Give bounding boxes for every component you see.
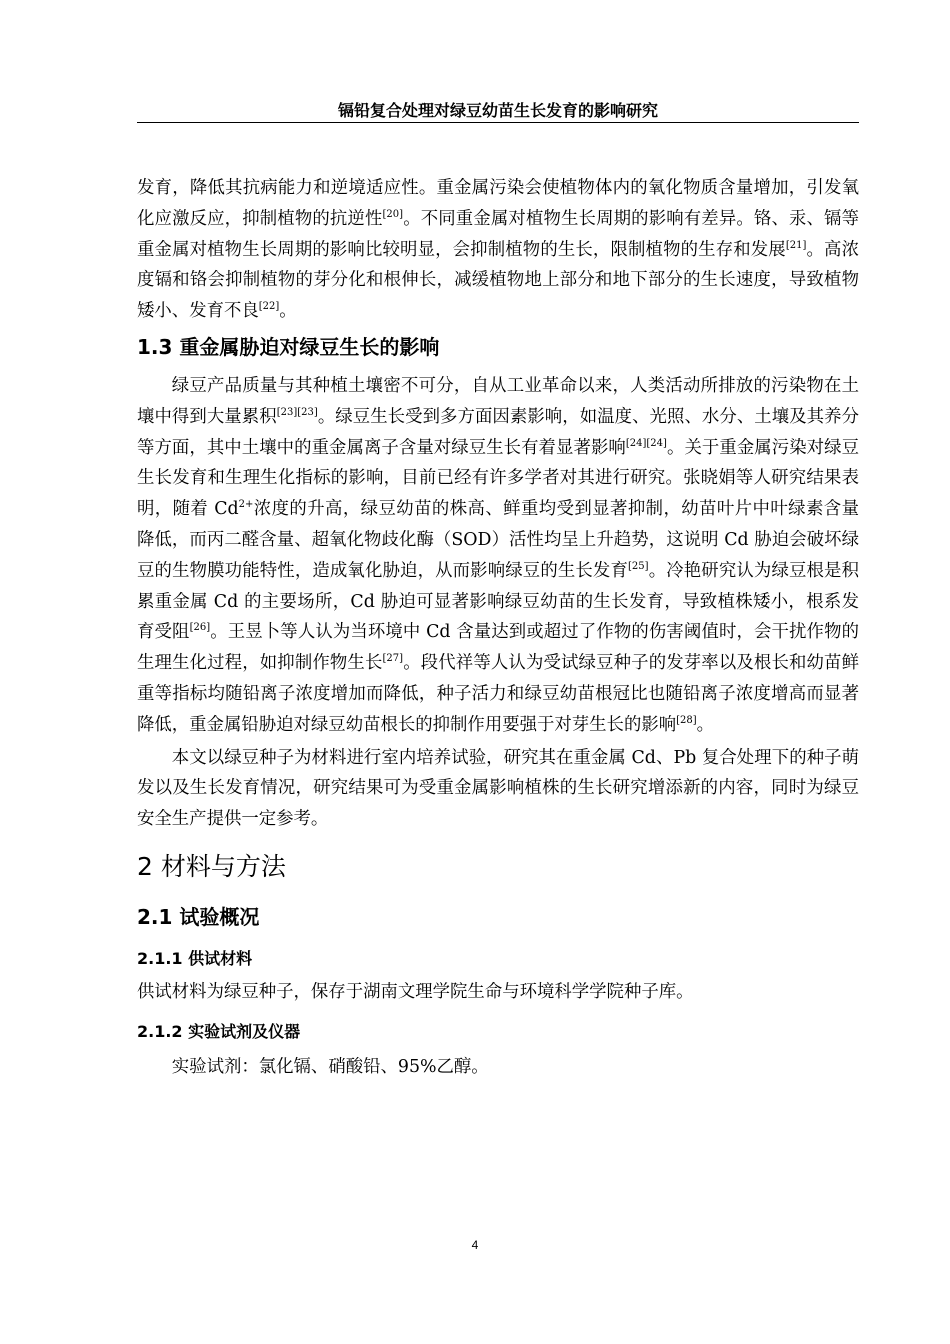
citation: [23][23]	[276, 406, 318, 418]
text-run: 。	[279, 301, 297, 322]
citation: [25]	[628, 560, 649, 572]
citation: [27]	[382, 653, 404, 665]
section-heading-1-3: 1.3 重金属胁迫对绿豆生长的影响	[137, 334, 440, 359]
text-run: 。关于重金属污染对绿豆生长发育和生理生化指标的影响，目前已经有许多学者对其进行研究。张晓娟等人研究结果表明，随着 Cd	[137, 437, 859, 520]
text-run: 发育，降低其抗病能力和逆境适应性。重金属污染会使植物体内的氧化物质含量增加，引发氧化应激反应，抑制植物的抗逆性	[137, 178, 859, 229]
running-header: 镉铅复合处理对绿豆幼苗生长发育的影响研究	[337, 101, 658, 120]
paragraph-study-aim: 本文以绿豆种子为材料进行室内培养试验，研究其在重金属 Cd、Pb 复合处理下的种子萌发以及生长发育情况，研究结果可为受重金属影响植株的生长研究增添新的内容，同时为绿豆安全生产提供一定参考。	[137, 747, 859, 830]
text-run: 。绿豆生长受到多方面因素影响，如温度、光照、水分、土壤及其养分等方面，其中土壤中的重金属离子含量对绿豆生长有着显著影响	[137, 406, 859, 458]
text-run: 。高浓度镉和铬会抑制植物的芽分化和根伸长，减缓植物地上部分和地下部分的生长速度，导致植物矮小、发育不良	[137, 239, 859, 322]
text-run: 。冷艳研究认为绿豆根是积累重金属 Cd 的主要场所，Cd 胁迫可显著影响绿豆幼苗的生长发育，导致植株矮小，根系发育受阻	[137, 560, 859, 643]
section-heading-2-1: 2.1 试验概况	[137, 904, 260, 929]
section-heading-2-1-1: 2.1.1 供试材料	[137, 948, 253, 968]
page-number: 4	[471, 1238, 479, 1252]
text-run: 。段代祥等人认为受试绿豆种子的发芽率以及根长和幼苗鲜重等指标均随铅离子浓度增加而降低，种子活力和绿豆幼苗根冠比也随铅离子浓度增高而显著降低，重金属铅胁迫对绿豆幼苗根长的抑制作用要强于对芽生长的影响	[137, 653, 859, 735]
citation: [22]	[258, 301, 280, 313]
header-rule	[137, 122, 859, 123]
text-run: 浓度的升高，绿豆幼苗的株高、鲜重均受到显著抑制，幼苗叶片中叶绿素含量降低，而丙二醛含量、超氧化物歧化酶（SOD）活性均呈上升趋势，这说明 Cd 胁迫会破坏绿豆的生物膜功能特性，造成氧化胁迫，从而影响绿豆的生长发育	[137, 499, 859, 581]
section-heading-2: 2 材料与方法	[137, 851, 286, 881]
text-run: 绿豆产品质量与其种植土壤密不可分，自从工业革命以来，人类活动所排放的污染物在土壤中得到大量累积	[137, 375, 859, 427]
paragraph-materials: 供试材料为绿豆种子，保存于湖南文理学院生命与环境科学学院种子库。	[137, 981, 694, 1002]
citation: [28]	[676, 714, 697, 726]
citation: [20]	[382, 209, 404, 220]
paragraph-reagents: 实验试剂：氯化镉、硝酸铅、95%乙醇。	[171, 1056, 489, 1077]
text-run: 。不同重金属对植物生长周期的影响有差异。铬、汞、镉等重金属对植物生长周期的影响比较明显，会抑制植物的生长，限制植物的生存和发展	[137, 208, 859, 260]
superscript-charge: 2+	[238, 499, 254, 511]
text-run: 。王昱卜等人认为当环境中 Cd 含量达到或超过了作物的伤害阈值时，会干扰作物的生理生化过程，如抑制作物生长	[137, 622, 859, 674]
page-body	[137, 173, 859, 1083]
citation: [24][24]	[625, 437, 667, 449]
paragraph-heavy-metal-effects	[137, 371, 859, 741]
section-heading-2-1-2: 2.1.2 实验试剂及仪器	[137, 1021, 301, 1041]
paragraph-continuation	[137, 173, 859, 327]
text-run: 。	[696, 714, 715, 735]
citation: [21]	[785, 239, 807, 251]
citation: [26]	[189, 622, 211, 634]
